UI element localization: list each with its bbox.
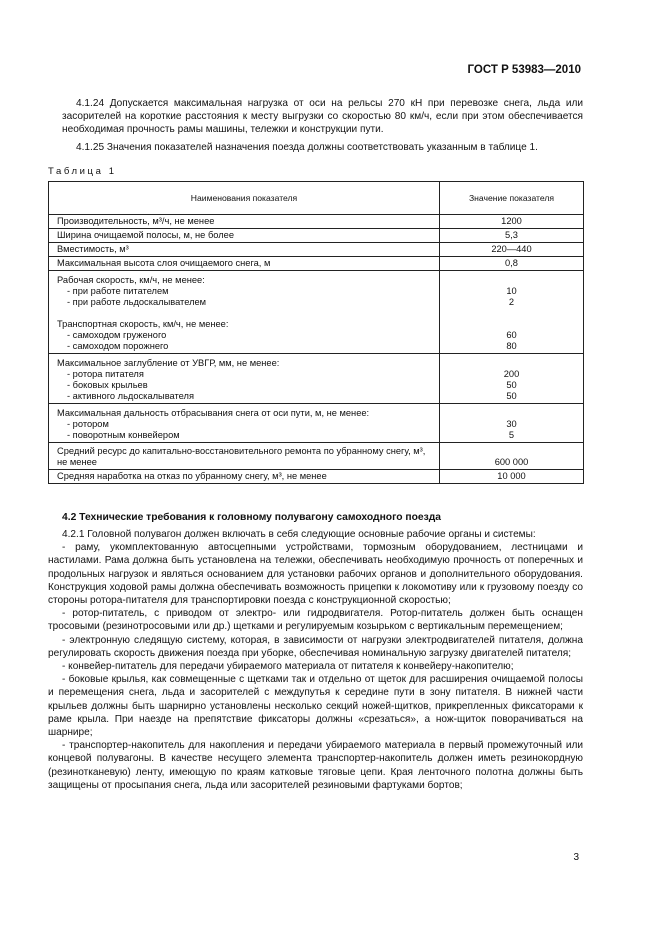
- row-subitem: - при работе льдоскалывателем: [67, 297, 207, 307]
- row-subitem: - поворотным конвейером: [67, 430, 180, 440]
- row-subitem: - при работе питателем: [67, 286, 169, 296]
- table-row: [49, 257, 584, 271]
- section-paragraph: - раму, укомплектованную автосцепными устройствами, тормозным оборудованием, лестницами и настилами. Рама должна быть установлена на тележки, обеспечивать необходимую прочность от поперечных и продольных нагрузок и являться основанием для установки рабочих органов и дополнительного оборудования. Конструкция ходовой рамы должна обеспечивать возможность прицепки к локомотиву или к грузовому поезду со стороны ротора-питателя для транспортировки поезда с конструкционной скоростью;: [48, 542, 583, 607]
- section-paragraph: - электронную следящую систему, которая, в зависимости от нагрузки электродвигателей питателя, должна регулировать скорость движения поезда при уборке, обеспечивая номинальную загрузку двигателей питателя;: [48, 634, 583, 659]
- section-paragraph: 4.2.1 Головной полувагон должен включать в себя следующие основные рабочие органы и системы:: [62, 529, 536, 540]
- table-header-row: [49, 182, 584, 215]
- section-paragraph: - транспортер-накопитель для накопления и передачи убираемого материала в первый промежуточный или концевой полувагоны. В качестве несущего элемента транспортер-накопитель должен иметь резинокордную (резинотканевую) ленту, имеющую по краям катковые тяговые цепи. Края ленточного полотна должны быть защищены от просыпания снега, льда или засорителей резиновыми фартуками бортов;: [48, 740, 583, 791]
- table-row: [49, 404, 584, 443]
- row-name: Максимальная высота слоя очищаемого снега, м: [49, 257, 440, 271]
- table-row: [49, 243, 584, 257]
- row-value: 5,3: [440, 229, 584, 243]
- row-value: 50: [506, 380, 517, 390]
- row-value: 200: [503, 369, 520, 379]
- row-value-group: [440, 271, 584, 354]
- row-subitem: - активного льдоскалывателя: [67, 391, 194, 401]
- row-name: Средний ресурс до капитально-восстановительного ремонта по убранному снегу, м³, не менее: [49, 443, 440, 470]
- header-name: Наименования показателя: [49, 182, 440, 215]
- table-row: [49, 271, 584, 354]
- row-name: Максимальная дальность отбрасывания снега от оси пути, м, не менее:: [57, 408, 370, 418]
- row-name-group: [49, 404, 440, 443]
- row-value: 220—440: [440, 243, 584, 257]
- row-subitem: - ротором: [67, 419, 109, 429]
- table-row: [49, 470, 584, 484]
- row-value: 10 000: [440, 470, 584, 484]
- row-value: 1200: [440, 215, 584, 229]
- row-name-group: [49, 271, 440, 354]
- row-value: 0,8: [440, 257, 584, 271]
- row-name: Транспортная скорость, км/ч, не менее:: [57, 319, 229, 329]
- row-value: 60: [506, 330, 517, 340]
- row-value: 10: [506, 286, 517, 296]
- row-subitem: - самоходом порожнего: [67, 341, 169, 351]
- row-value: 50: [506, 391, 517, 401]
- indicators-table: [48, 181, 584, 484]
- row-subitem: - ротора питателя: [67, 369, 144, 379]
- row-value-group: [440, 354, 584, 404]
- row-value: 600 000: [440, 443, 584, 470]
- section-paragraph: - ротор-питатель, с приводом от электро- или гидродвигателя. Ротор-питатель должен быть оснащен тросовыми (резинотросовыми или др.) щетками и регулируемым козырьком с вертикальным перемещением;: [48, 608, 583, 633]
- paragraph-4-1-24: 4.1.24 Допускается максимальная нагрузка от оси на рельсы 270 кН при перевозке снега, льда или засорителей на короткие расстояния к месту выгрузки со скоростью 80 км/ч, если при этом обеспечивается необходимая прочность рамы машины, тележки и конструкции пути.: [62, 98, 583, 136]
- row-name: Вместимость, м³: [49, 243, 440, 257]
- table-row: [49, 215, 584, 229]
- row-name: Средняя наработка на отказ по убранному снегу, м³, не менее: [49, 470, 440, 484]
- paragraph-4-1-25: 4.1.25 Значения показателей назначения поезда должны соответствовать указанным в таблице 1.: [76, 142, 538, 153]
- row-value: 80: [506, 341, 517, 351]
- row-value: 30: [506, 419, 517, 429]
- header-value: Значение показателя: [440, 182, 584, 215]
- row-subitem: - боковых крыльев: [67, 380, 148, 390]
- table-caption: Таблица 1: [48, 166, 117, 177]
- section-body: [48, 528, 583, 792]
- table-row: [49, 229, 584, 243]
- table-row: [49, 354, 584, 404]
- document-id: ГОСТ Р 53983—2010: [467, 64, 581, 76]
- page-number: 3: [573, 852, 579, 863]
- row-name: Максимальное заглубление от УВГР, мм, не менее:: [57, 358, 280, 368]
- row-value: 5: [508, 430, 515, 440]
- section-title: 4.2 Технические требования к головному полувагону самоходного поезда: [62, 512, 442, 523]
- row-subitem: - самоходом груженого: [67, 330, 167, 340]
- row-name: Ширина очищаемой полосы, м, не более: [49, 229, 440, 243]
- row-value-group: [440, 404, 584, 443]
- table-row: [49, 443, 584, 470]
- row-name: Производительность, м³/ч, не менее: [49, 215, 440, 229]
- row-name-group: [49, 354, 440, 404]
- row-value: 2: [508, 297, 515, 307]
- section-paragraph: - боковые крылья, как совмещенные с щетками так и отдельно от щеток для расширения очищаемой полосы и перемещения снега, льда и засорителей с междупутья к середине пути в зону питателя. В нижней части крыльев должны быть шарнирно установлены несколько секций ножей-щитков, прикрепленных фиксаторами к раме крыла. При наезде на препятствие фиксаторы должны «срезаться», а нож-щиток поворачиваться на шарнире;: [48, 674, 583, 739]
- row-name: Рабочая скорость, км/ч, не менее:: [57, 275, 205, 285]
- section-paragraph: - конвейер-питатель для передачи убираемого материала от питателя к конвейеру-накопителю;: [62, 661, 514, 673]
